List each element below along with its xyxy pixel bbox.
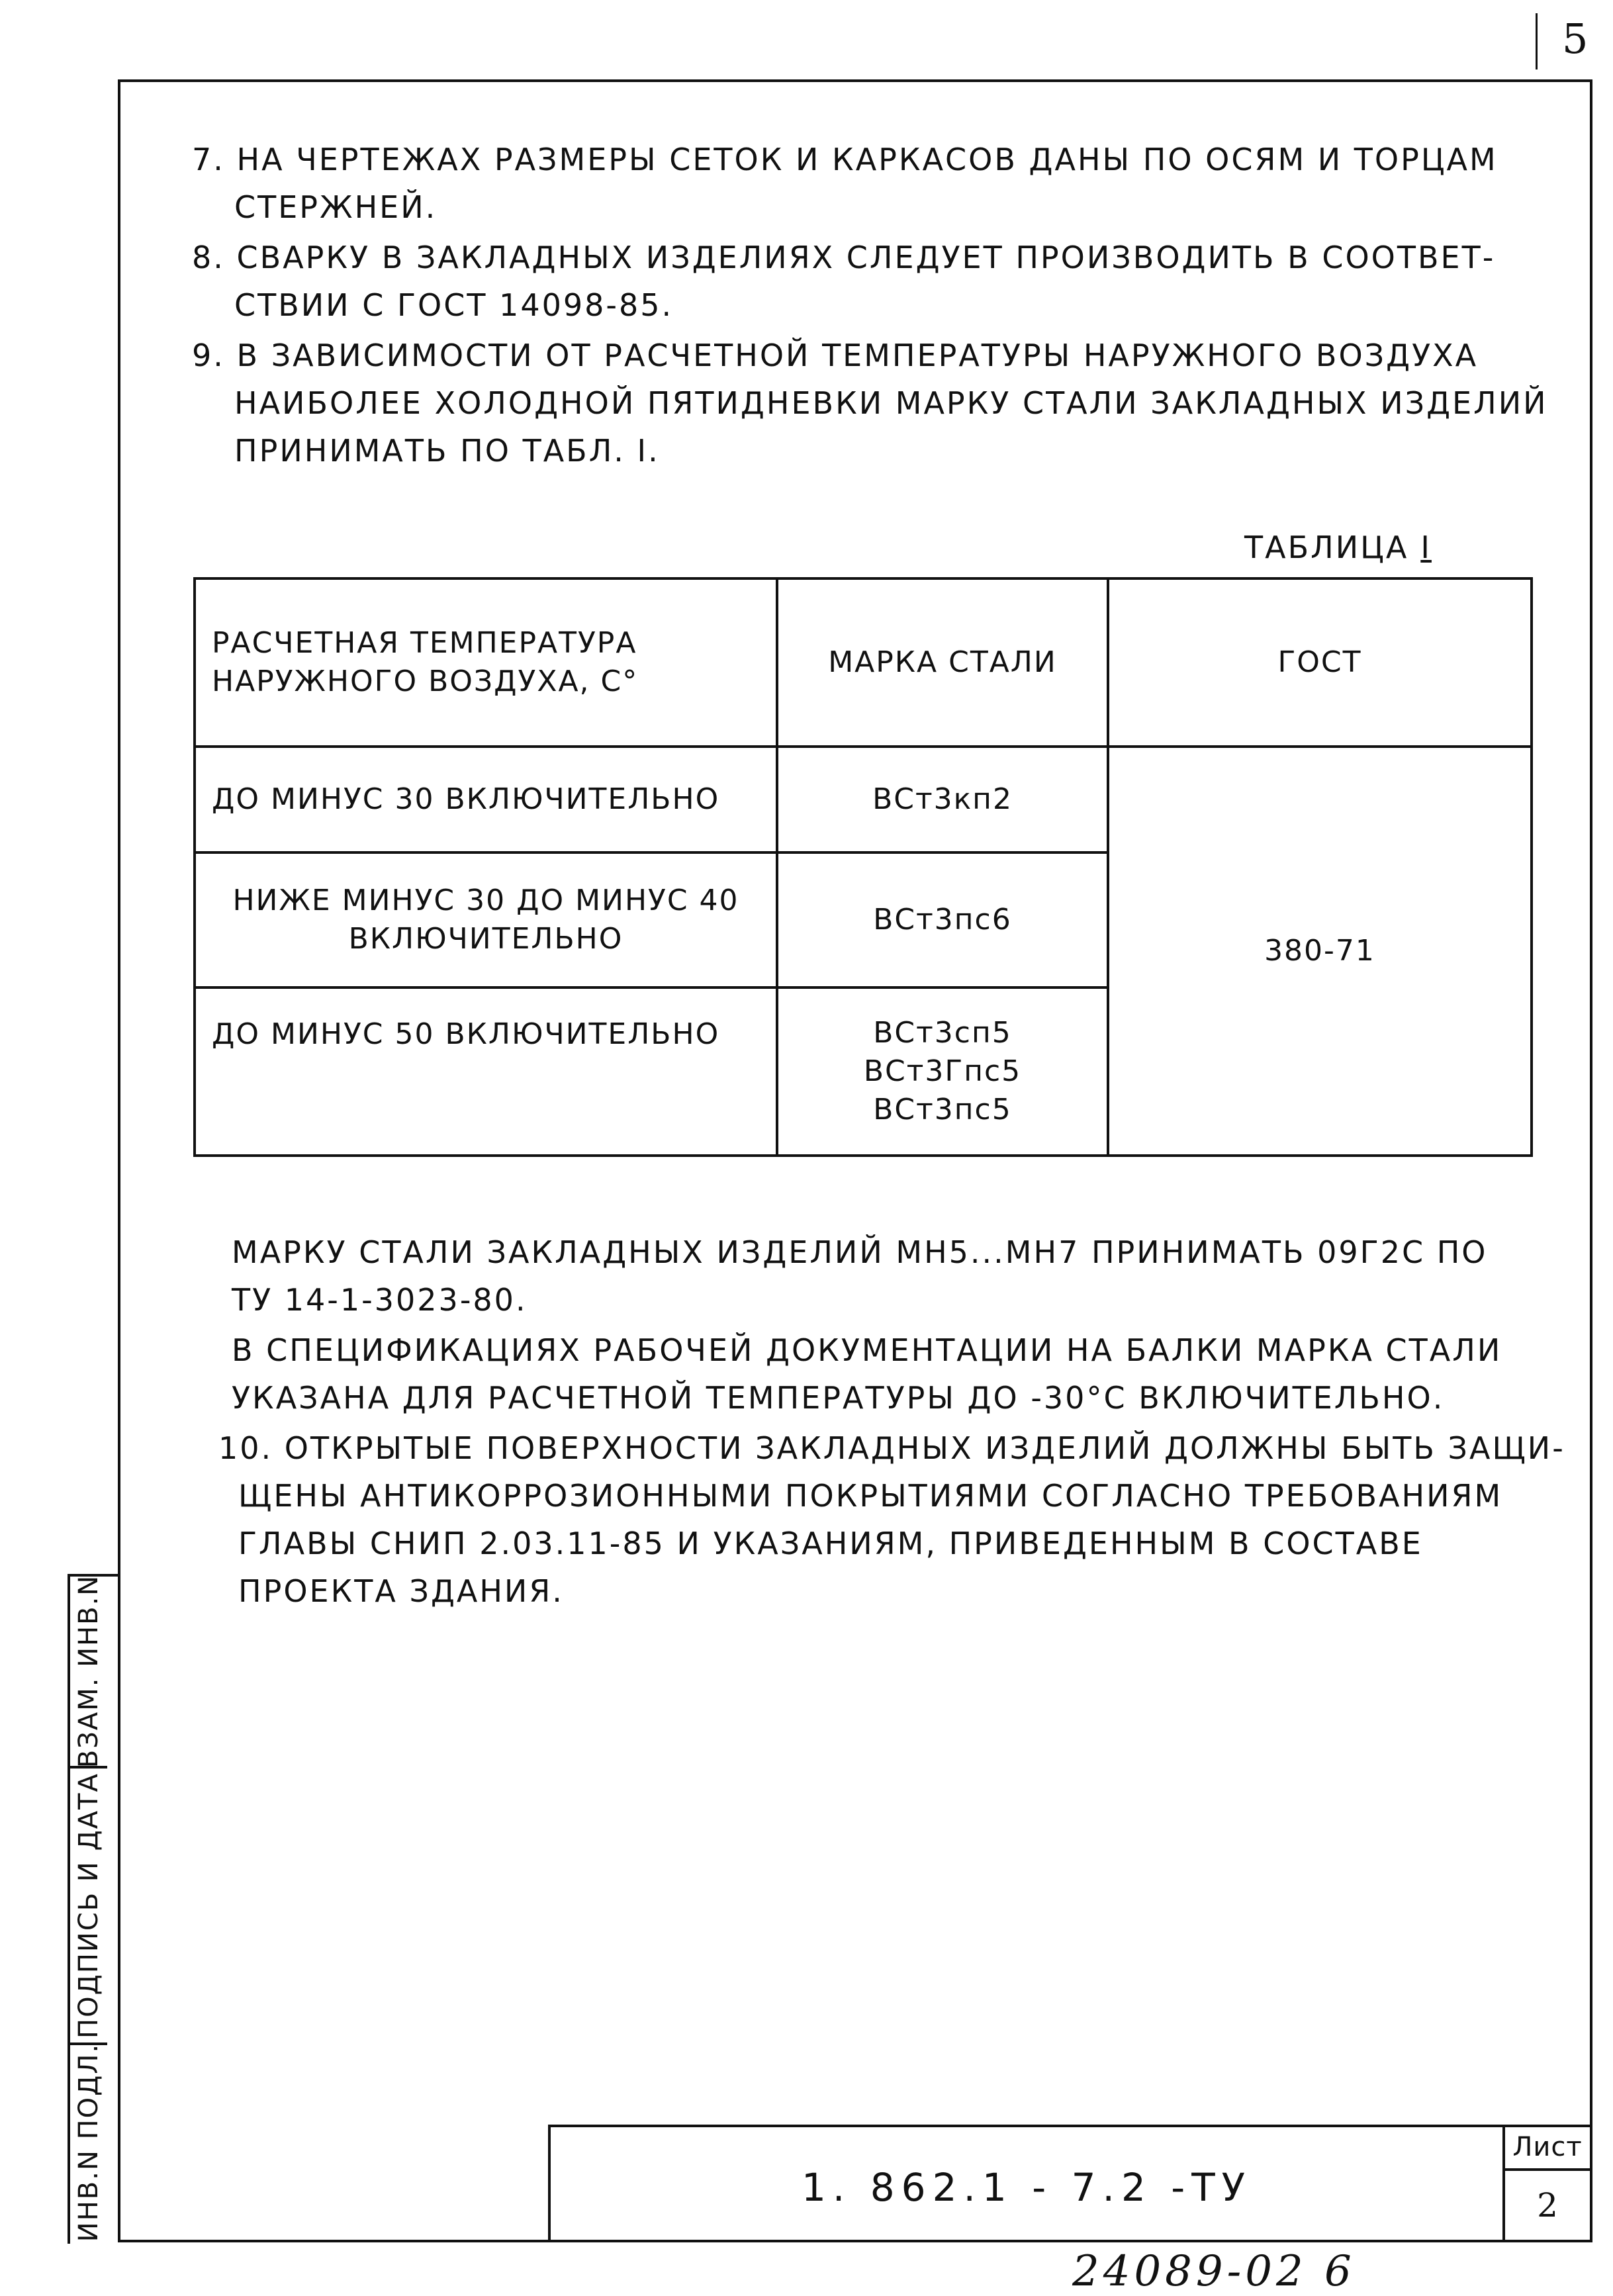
note-8-line-2: СТВИИ С ГОСТ 14098-85.: [234, 287, 674, 323]
table-caption: [1244, 529, 1432, 565]
row-1-temperature: ДО МИНУС 30 ВКЛЮЧИТЕЛЬНО: [195, 747, 777, 852]
frame-top-border: [118, 79, 1592, 82]
note-specifications: [232, 1326, 1575, 1422]
stamp-inv-podl: [69, 2045, 109, 2240]
note-8-line-1: 8. СВАРКУ В ЗАКЛАДНЫХ ИЗДЕЛИЯХ СЛЕДУЕТ ПРОИЗВОДИТЬ В СООТВЕТ-: [192, 240, 1496, 275]
table-row: [195, 747, 1532, 852]
header-temperature: РАСЧЕТНАЯ ТЕМПЕРАТУРА НАРУЖНОГО ВОЗДУХА, С°: [195, 578, 777, 747]
table-caption-number: I: [1420, 529, 1432, 565]
note-9: [192, 332, 1548, 475]
row-3-temperature: ДО МИНУС 50 ВКЛЮЧИТЕЛЬНО: [195, 987, 777, 1156]
note-steel-mn-line-2: ТУ 14-1-3023-80.: [232, 1282, 528, 1318]
page-number: 5: [1562, 15, 1589, 63]
note-10-line-2: ЩЕНЫ АНТИКОРРОЗИОННЫМИ ПОКРЫТИЯМИ СОГЛАСНО ТРЕБОВАНИЯМ: [238, 1478, 1503, 1514]
note-9-line-1: 9. В ЗАВИСИМОСТИ ОТ РАСЧЕТНОЙ ТЕМПЕРАТУРЫ НАРУЖНОГО ВОЗДУХА: [192, 338, 1479, 373]
sheet-number: 2: [1537, 2186, 1558, 2225]
note-7: [192, 136, 1536, 231]
row-3-steel-grade: ВСт3сп5 ВСт3Гпс5 ВСт3пс5: [777, 987, 1108, 1156]
note-10: [218, 1424, 1565, 1615]
note-10-line-3: ГЛАВЫ СНИП 2.03.11-85 И УКАЗАНИЯМ, ПРИВЕДЕННЫМ В СОСТАВЕ: [238, 1526, 1423, 1561]
note-specifications-line-1: В СПЕЦИФИКАЦИЯХ РАБОЧЕЙ ДОКУМЕНТАЦИИ НА БАЛКИ МАРКА СТАЛИ: [232, 1332, 1502, 1368]
note-specifications-line-2: УКАЗАНА ДЛЯ РАСЧЕТНОЙ ТЕМПЕРАТУРЫ ДО -30°С ВКЛЮЧИТЕЛЬНО.: [232, 1380, 1445, 1416]
approval-stamp-tail: [107, 1574, 118, 1577]
stamp-podpis-data: [69, 1768, 109, 2043]
steel-grade-table: [193, 577, 1533, 1157]
note-steel-mn: [232, 1228, 1575, 1324]
stamp-inv-podl-label: ИНВ.N ПОДЛ.: [73, 2043, 104, 2242]
header-steel-grade: МАРКА СТАЛИ: [777, 578, 1108, 747]
row-2-temperature: НИЖЕ МИНУС 30 ДО МИНУС 40 ВКЛЮЧИТЕЛЬНО: [195, 852, 777, 987]
stamp-podpis-data-label: ПОДПИСЬ И ДАТА: [73, 1772, 105, 2039]
corner-mark: [1536, 13, 1538, 69]
note-10-line-4: ПРОЕКТА ЗДАНИЯ.: [238, 1573, 564, 1609]
table-header-row: [195, 578, 1532, 747]
stamp-vzam-inv-label: ВЗАМ. ИНВ.N: [73, 1574, 104, 1768]
row-1-steel-grade: ВСт3кп2: [777, 747, 1108, 852]
inventory-number: 24089-02 6: [1072, 2247, 1356, 2296]
gost-value: 380-71: [1108, 747, 1532, 1156]
note-10-line-1: 10. ОТКРЫТЫЕ ПОВЕРХНОСТИ ЗАКЛАДНЫХ ИЗДЕЛИЙ ДОЛЖНЫ БЫТЬ ЗАЩИ-: [218, 1430, 1565, 1466]
row-2-steel-grade: ВСт3пс6: [777, 852, 1108, 987]
stamp-vzam-inv: [69, 1574, 109, 1768]
note-8: [192, 234, 1536, 329]
note-9-line-3: ПРИНИМАТЬ ПО ТАБЛ. I.: [234, 433, 660, 469]
note-steel-mn-line-1: МАРКУ СТАЛИ ЗАКЛАДНЫХ ИЗДЕЛИЙ МН5...МН7 ПРИНИМАТЬ 09Г2С ПО: [232, 1234, 1488, 1270]
note-7-line-2: СТЕРЖНЕЙ.: [234, 189, 438, 225]
note-7-line-1: 7. НА ЧЕРТЕЖАХ РАЗМЕРЫ СЕТОК И КАРКАСОВ ДАНЫ ПО ОСЯМ И ТОРЦАМ: [192, 142, 1498, 177]
sheet-label: Лист: [1512, 2132, 1583, 2162]
document-code: 1. 862.1 - 7.2 -ТУ: [802, 2165, 1252, 2210]
header-gost: ГОСТ: [1108, 578, 1532, 747]
note-9-line-2: НАИБОЛЕЕ ХОЛОДНОЙ ПЯТИДНЕВКИ МАРКУ СТАЛИ ЗАКЛАДНЫХ ИЗДЕЛИЙ: [234, 385, 1548, 421]
frame-left-border: [118, 79, 120, 2240]
frame-right-border: [1590, 79, 1592, 2240]
table-caption-label: ТАБЛИЦА: [1244, 529, 1409, 565]
